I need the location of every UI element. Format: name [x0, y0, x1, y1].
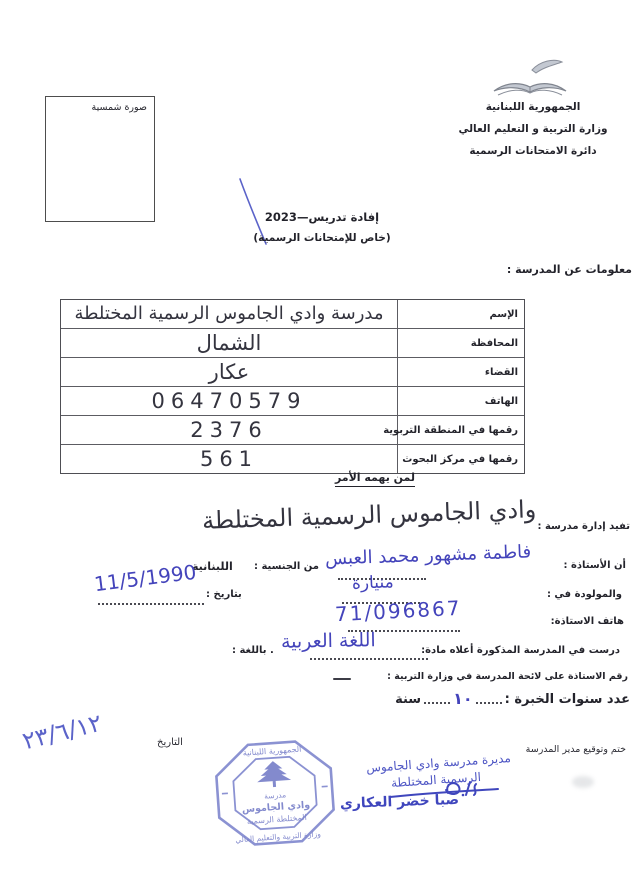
born-label: والمولودة في :: [546, 589, 622, 600]
row-value-name: مدرسة وادي الجاموس الرسمية المختلطة: [74, 302, 384, 324]
teacher-name-handwritten: فاطمة مشهور محمد العبس: [324, 541, 532, 570]
school-statement-handwritten: وادي الجاموس الرسمية المختلطة: [201, 495, 537, 535]
teacher-label: أن الأستاذة :: [563, 560, 626, 571]
row-label-edu-zone-number: رقمها في المنطقة التربوية: [397, 416, 524, 444]
experience-unit: سنة: [395, 691, 422, 707]
dotted-line: [424, 694, 450, 704]
header-ministry: وزارة التربية و التعليم العالي: [458, 123, 608, 135]
row-label-name: الإسم: [397, 300, 524, 328]
to-whom-heading: لمن يهمه الأمر: [305, 471, 445, 484]
dotted-line: [310, 657, 428, 660]
school-info-table: [60, 299, 525, 474]
document-subtitle: (خاص للإمتحانات الرسمية): [253, 232, 391, 244]
scan-smudge: [572, 776, 594, 788]
header-republic: الجمهورية اللبنانية: [485, 101, 581, 113]
table-row: [61, 328, 524, 357]
stamp-signature-label: ختم وتوقيع مدير المدرسة: [525, 744, 626, 755]
document-title: إفادة تدريس—2023: [264, 210, 380, 224]
table-row: [61, 386, 524, 415]
row-value-edu-zone-number: 2376: [190, 417, 268, 442]
row-value-district: عكار: [208, 359, 250, 384]
table-row: [61, 415, 524, 444]
experience-label: عدد سنوات الخبرة :: [504, 691, 630, 707]
dotted-line: [476, 694, 502, 704]
birth-date-label: بتاريخ :: [206, 589, 242, 600]
director-name-signature: صبا خضر العكاري: [339, 791, 460, 813]
table-row: [61, 357, 524, 386]
stamp-inner-line1: مدرسة: [263, 790, 287, 801]
director-title-line1: مديرة مدرسة وادي الجاموس: [365, 750, 512, 776]
header-department: دائرة الامتحانات الرسمية: [469, 145, 597, 157]
row-label-research-center-number: رقمها في مركز البحوث: [397, 445, 524, 473]
row-value-governorate: الشمال: [196, 330, 262, 355]
date-handwritten: ٢٣/٦/١٢: [19, 708, 105, 756]
row-label-phone: الهاتف: [397, 387, 524, 415]
birthplace-handwritten: منيارة: [351, 572, 394, 594]
school-info-heading: معلومات عن المدرسة :: [506, 263, 632, 276]
experience-line: [395, 691, 630, 708]
subject-handwritten: اللغة العربية: [280, 629, 376, 653]
cedar-tree-icon: [256, 760, 292, 788]
roster-dash-handwritten: [333, 678, 351, 680]
stamp-inner-line2: وادي الجاموس: [241, 799, 311, 816]
photo-placeholder-box: [45, 96, 155, 222]
stamp-outer-top-text: الجمهورية اللبنانية: [242, 744, 302, 758]
row-label-governorate: المحافظة: [397, 329, 524, 357]
experience-value-handwritten: ١٠: [453, 689, 473, 708]
stamp-outer-bottom-text: وزارة التربية والتعليم العالي: [235, 829, 322, 845]
school-statement-label: تفيد إدارة مدرسة :: [537, 521, 630, 532]
photo-box-label: صورة شمسية: [91, 102, 147, 113]
director-title-line2: الرسمية المختلطة: [390, 769, 482, 791]
row-value-research-center-number: 561: [199, 446, 259, 471]
roster-number-label: رقم الاستاذة على لائحة المدرسة في وزارة التربية :: [387, 671, 628, 682]
nationality-label: من الجنسية :: [254, 561, 319, 572]
dotted-line: [98, 602, 204, 605]
language-label: . باللغة :: [232, 645, 274, 656]
row-value-phone: 06470579: [151, 388, 307, 413]
stamp-inner-line3: المختلطة الرسمية: [246, 812, 308, 827]
official-octagon-stamp: [205, 730, 345, 857]
row-label-district: القضاء: [397, 358, 524, 386]
nationality-value: اللبنانية: [192, 560, 233, 573]
date-label: التاريخ: [157, 737, 183, 748]
table-row: [61, 300, 524, 328]
teacher-phone-label: هاتف الاستاذة:: [550, 616, 624, 627]
ministry-book-logo-icon: [486, 58, 574, 102]
teacher-phone-handwritten: 71/096867: [334, 595, 463, 627]
birth-date-handwritten: 11/5/1990: [92, 559, 198, 597]
subject-label: درست في المدرسة المذكورة أعلاه مادة:: [421, 645, 620, 656]
table-row: [61, 444, 524, 473]
